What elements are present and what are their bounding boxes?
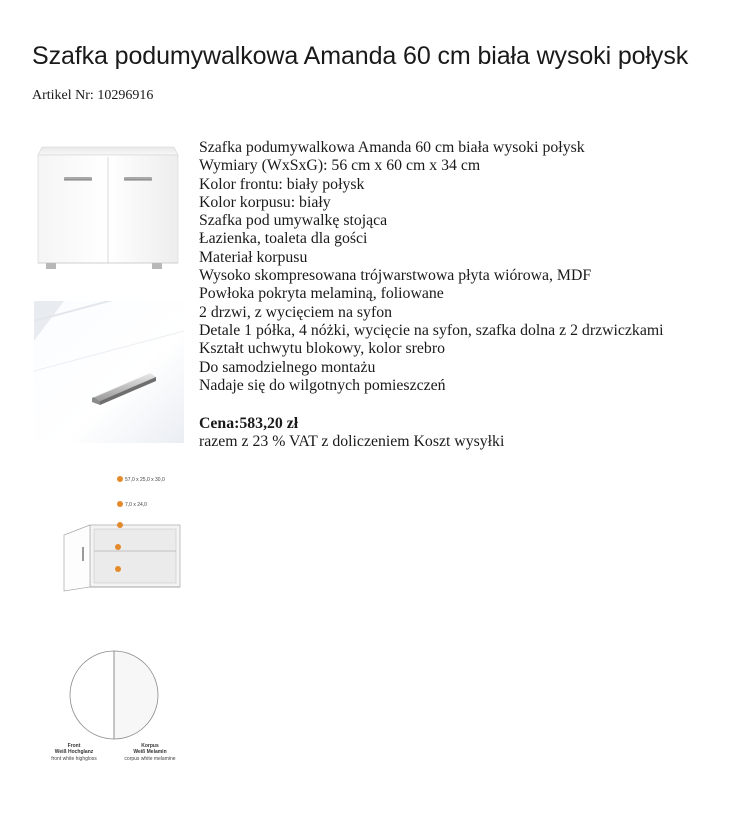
swatch-front-description: front white highgloss: [51, 756, 97, 762]
page-title: Szafka podumywalkowa Amanda 60 cm biała wysoki połysk: [32, 42, 689, 70]
price-block: [199, 415, 504, 452]
description-line: Kolor korpusu: biały: [199, 193, 331, 211]
dimension-diagram: [34, 465, 184, 611]
description-line: Do samodzielnego montażu: [199, 358, 376, 376]
swatch-body-subtitle: Weiß Melamin: [133, 749, 167, 755]
description-line: Szafka podumywalkowa Amanda 60 cm biała wysoki połysk: [199, 139, 585, 156]
product-description: [199, 139, 752, 395]
article-label: Artikel Nr:: [32, 88, 94, 103]
description-line: Kolor frontu: biały połysk: [199, 175, 365, 193]
description-line: Materiał korpusu: [199, 248, 308, 266]
swatch-body-description: corpus white melamine: [124, 756, 176, 762]
color-swatches-illustration: [34, 635, 184, 775]
product-image-color-swatches[interactable]: [34, 635, 184, 775]
description-line: Powłoka pokryta melaminą, foliowane: [199, 285, 444, 303]
description-line: 2 drzwi, z wycięciem na syfon: [199, 303, 393, 321]
dimension-label-1: 57,0 x 25,0 x 30,0: [125, 477, 165, 483]
description-line: Szafka pod umywalkę stojąca: [199, 212, 388, 230]
handle-detail-illustration: [34, 301, 184, 443]
product-image-cabinet[interactable]: [34, 135, 184, 275]
description-line: Kształt uchwytu blokowy, kolor srebro: [199, 340, 445, 358]
product-image-handle-detail[interactable]: [34, 301, 184, 443]
description-line: Detale 1 półka, 4 nóżki, wycięcie na syfon, szafka dolna z 2 drzwiczkami: [199, 321, 664, 339]
description-line: Łazienka, toaleta dla gości: [199, 230, 368, 248]
dimension-label-2: 7,0 x 24,0: [125, 502, 147, 508]
swatch-front-title: Front: [67, 743, 81, 749]
swatch-front-subtitle: Weiß Hochglanz: [54, 749, 94, 755]
article-number-line: [32, 88, 153, 104]
swatch-body-title: Korpus: [141, 743, 159, 749]
article-number: 10296916: [97, 88, 154, 103]
product-image-dimension-diagram[interactable]: [34, 465, 184, 611]
description-line: Nadaje się do wilgotnych pomieszczeń: [199, 376, 446, 394]
description-line: Wysoko skompresowana trójwarstwowa płyta wiórowa, MDF: [199, 267, 592, 285]
price-label: Cena:: [199, 415, 240, 432]
cabinet-illustration: [34, 135, 184, 275]
description-line: Wymiary (WxSxG): 56 cm x 60 cm x 34 cm: [199, 157, 481, 175]
price-line: [199, 415, 504, 433]
price-note: razem z 23 % VAT z doliczeniem Koszt wysyłki: [199, 433, 505, 451]
price-value: 583,20 zł: [239, 415, 299, 432]
